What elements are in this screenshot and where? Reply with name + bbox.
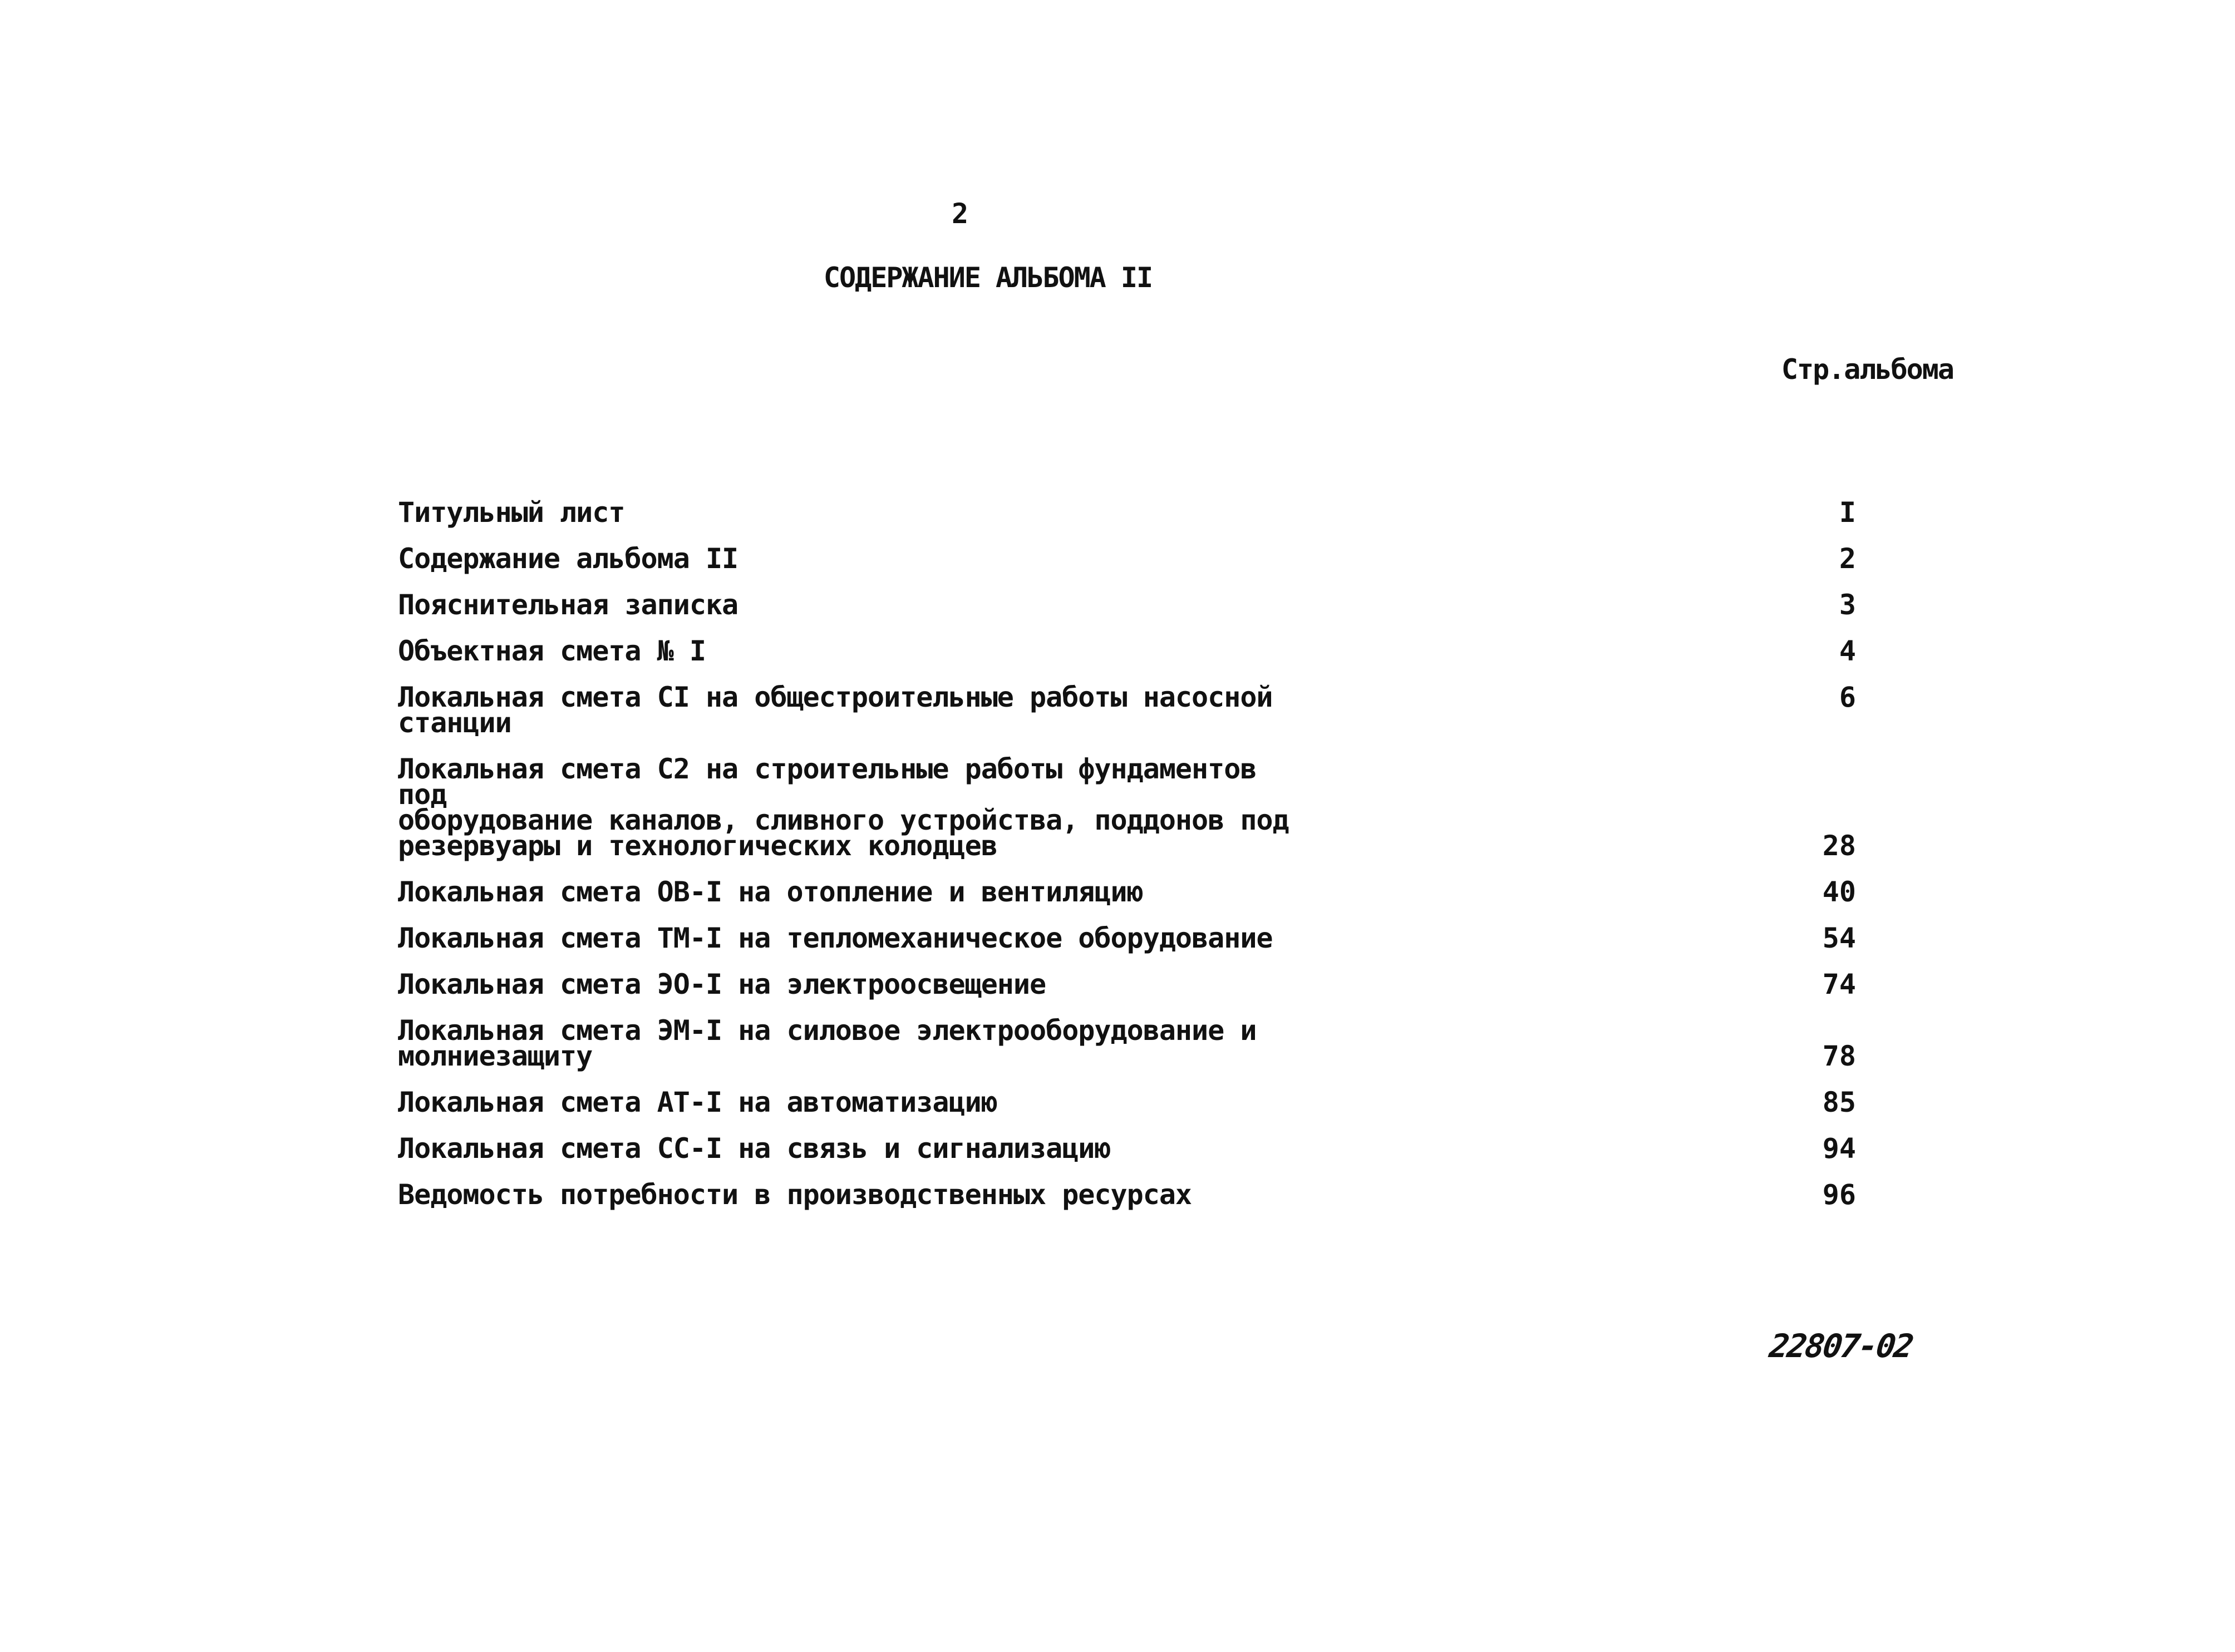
toc-entry-page: 3	[1839, 589, 1856, 621]
toc-entry-label: Локальная смета СС-I на связь и сигнализацию	[398, 1132, 1111, 1165]
toc-entry-page: 85	[1822, 1086, 1856, 1118]
toc-entry-page: 78	[1822, 1040, 1856, 1072]
toc-entry-label: Локальная смета ОВ-I на отопление и вентиляцию	[398, 876, 1143, 908]
toc-entry-page: 74	[1822, 968, 1856, 1000]
toc-entry-label: Локальная смета С2 на строительные работы фундаментов под оборудование каналов, сливного устройства, поддонов под резервуары и технологических колодцев	[398, 753, 1289, 862]
toc-row	[398, 753, 1867, 862]
toc-entry-page: 4	[1839, 635, 1856, 667]
toc-row	[398, 496, 1867, 529]
toc-entry-label: Ведомость потребности в производственных ресурсах	[398, 1178, 1192, 1211]
toc-entry-label: Содержание альбома II	[398, 543, 739, 575]
toc-row	[398, 543, 1867, 575]
toc-entry-page: 6	[1839, 681, 1856, 713]
toc-entry-label: Титульный лист	[398, 496, 625, 529]
toc-row	[398, 635, 1867, 667]
page-column-header: Стр.альбома	[1781, 353, 1953, 386]
toc-entry-label: Локальная смета ЭМ-I на силовое электрооборудование и молниезащиту	[398, 1014, 1257, 1072]
toc-entry-page: 2	[1839, 543, 1856, 575]
toc-entry-label: Локальная смета CI на общестроительные работы насосной станции	[398, 681, 1273, 739]
document-code: 22807-02	[1767, 1327, 1915, 1365]
toc-row	[398, 1132, 1867, 1165]
toc-entry-label: Локальная смета ЭО-I на электроосвещение	[398, 968, 1046, 1000]
toc-row	[398, 968, 1867, 1000]
table-of-contents	[398, 496, 1867, 1228]
toc-row	[398, 1086, 1867, 1118]
toc-row	[398, 922, 1867, 954]
toc-entry-label: Локальная смета ТМ-I на тепломеханическое оборудование	[398, 922, 1273, 954]
toc-row	[398, 1178, 1867, 1211]
toc-row	[398, 1014, 1867, 1072]
toc-entry-page: 28	[1822, 830, 1856, 862]
toc-entry-page: 54	[1822, 922, 1856, 954]
toc-entry-label: Локальная смета АТ-I на автоматизацию	[398, 1086, 997, 1118]
toc-entry-page: 96	[1822, 1178, 1856, 1211]
toc-entry-page: 40	[1822, 876, 1856, 908]
toc-row	[398, 681, 1867, 739]
page-title: СОДЕРЖАНИЕ АЛЬБОМА II	[823, 262, 1153, 294]
toc-entry-label: Пояснительная записка	[398, 589, 739, 621]
toc-row	[398, 589, 1867, 621]
toc-row	[398, 876, 1867, 908]
toc-entry-label: Объектная смета № I	[398, 635, 706, 667]
toc-entry-page: 94	[1822, 1132, 1856, 1165]
page-number: 2	[951, 198, 969, 230]
toc-entry-page: I	[1839, 496, 1856, 529]
